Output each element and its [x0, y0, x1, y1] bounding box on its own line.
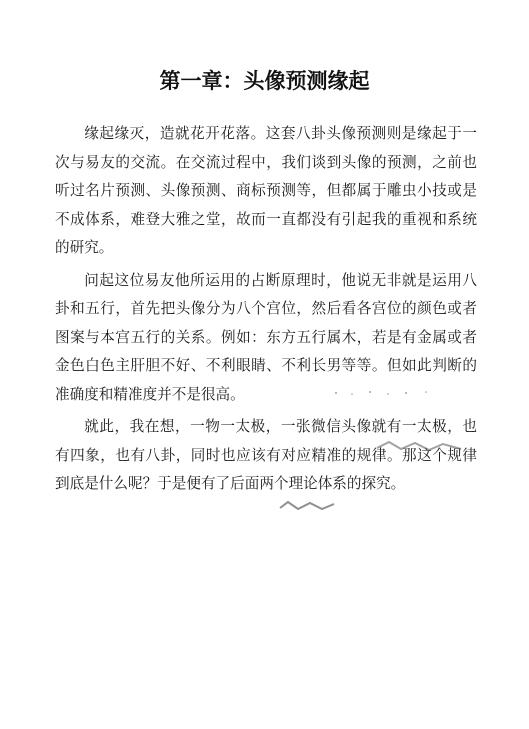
- chapter-title: 第一章：头像预测缘起: [159, 68, 370, 93]
- paragraph-3: 就此，我在想，一物一太极，一张微信头像就有一太极，也有四象，也有八卦，同时也应该有对应精准的规律。那这个规律到底是什么呢？于是便有了后面两个理论体系的探究。: [55, 418, 477, 492]
- paragraph-1: 缘起缘灭，造就花开花落。这套八卦头像预测则是缘起于一次与易友的交流。在交流过程中，我们谈到头像的预测，之前也听过名片预测、头像预测、商标预测等，但都属于雕虫小技或是不成体系，难登大雅之堂，故而一直都没有引起我的重视和系统的研究。: [55, 125, 477, 256]
- chapter-body: [55, 120, 477, 503]
- paragraph-2: 问起这位易友他所运用的占断原理时，他说无非就是运用八卦和五行，首先把头像分为八个宫位，然后看各宫位的颜色或者图案与本宫五行的关系。例如：东方五行属木，若是有金属或者金色白色主肝胆不好、不利眼睛、不利长男等等。但如此判断的准确度和精准度并不是很高。: [55, 271, 477, 403]
